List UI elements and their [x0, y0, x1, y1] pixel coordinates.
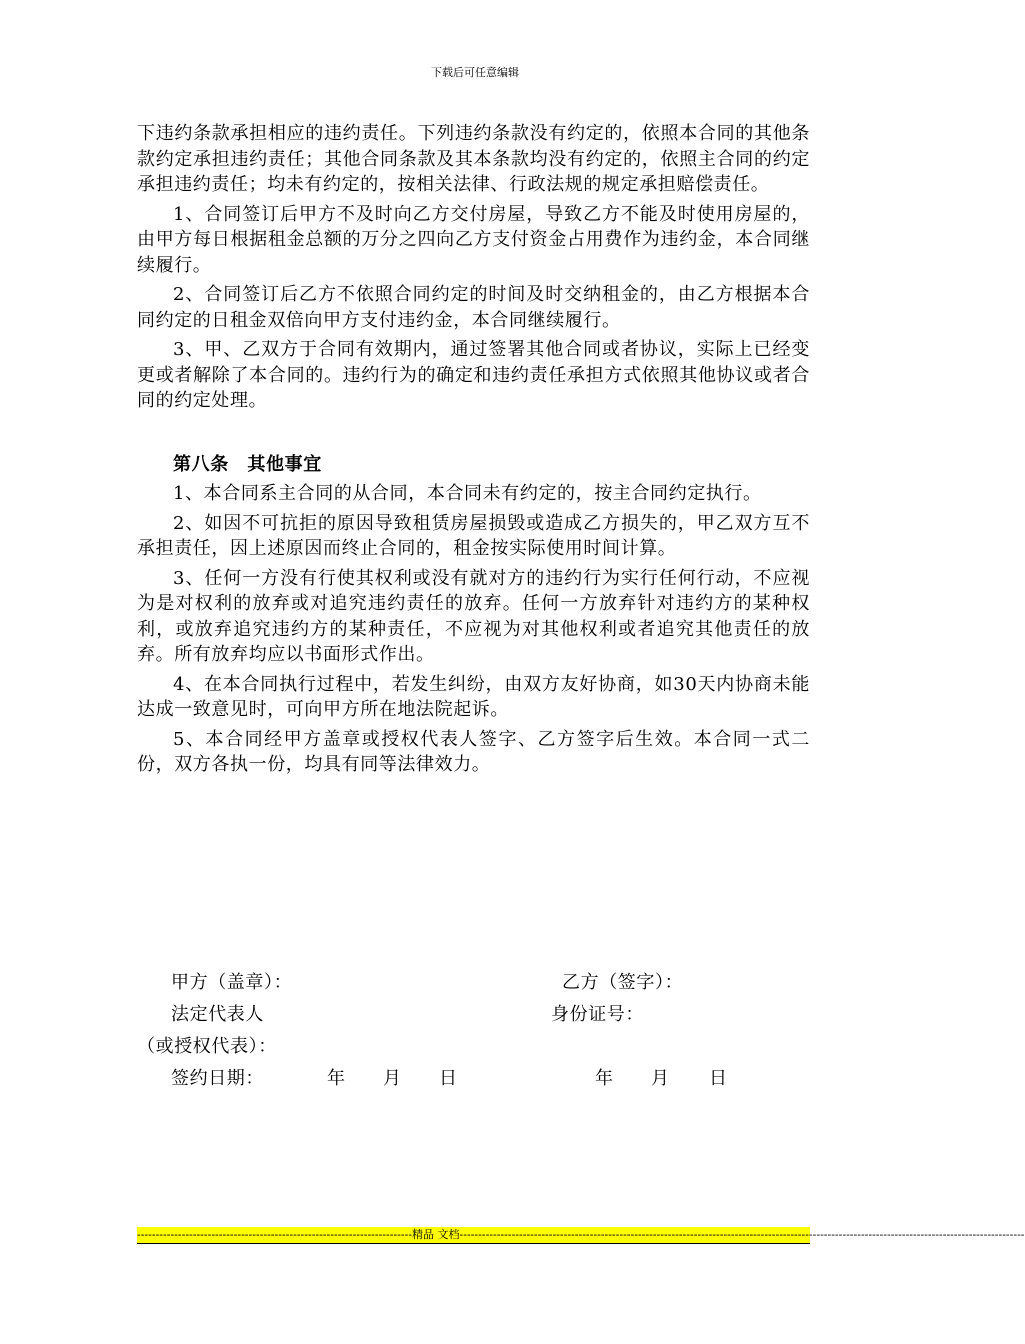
footer-dashes-left: --------------------------------------------------------------------------	[137, 1228, 413, 1241]
legal-rep-label: 法定代表人	[171, 1004, 264, 1025]
party-a-day-label: 日	[439, 1068, 458, 1089]
breach-item-3: 3、甲、乙双方于合同有效期内，通过签署其他合同或者协议，实际上已经变更或者解除了本合同的。违约行为的确定和违约责任承担方式依照其他协议或者合同的约定处理。	[137, 339, 810, 411]
page-header: 下载后可任意编辑	[431, 66, 519, 79]
section-8-item-2: 2、如因不可抗拒的原因导致租赁房屋损毁或造成乙方损失的，甲乙双方互不承担责任，因上述原因而终止合同的，租金按实际使用时间计算。	[137, 512, 810, 559]
section-spacer	[137, 418, 810, 452]
breach-item-2: 2、合同签订后乙方不依照合同约定的时间及时交纳租金的，由乙方根据本合同约定的日租金双倍向甲方支付违约金，本合同继续履行。	[137, 284, 810, 331]
intro-paragraph: 下违约条款承担相应的违约责任。下列违约条款没有约定的，依照本合同的其他条款约定承担违约责任；其他合同条款及其本条款均没有约定的，依照主合同的约定承担违约责任；均未有约定的，按相关法律、行政法规的规定承担赔偿责任。	[137, 123, 810, 195]
section-8-item-4: 4、在本合同执行过程中，若发生纠纷，由双方友好协商，如30天内协商未能达成一致意见时，可向甲方所在地法院起诉。	[137, 673, 810, 720]
party-a-month-label: 月	[383, 1068, 402, 1089]
section-8-item-3: 3、任何一方没有行使其权利或没有就对方的违约行为实行任何行动，不应视为是对权利的放弃或对追究违约责任的放弃。任何一方放弃针对违约方的某种权利，或放弃追究违约方的某种责任，不应视为对其他权利或者追究其他责任的放弃。所有放弃均应以书面形式作出。	[137, 567, 810, 665]
document-body	[137, 121, 810, 782]
id-number-label: 身份证号：	[551, 1004, 644, 1025]
party-b-year-label: 年	[595, 1068, 614, 1089]
party-b-sign-label: 乙方（签字）：	[562, 972, 684, 993]
signature-row-authorized	[137, 1031, 810, 1063]
signature-block	[137, 967, 810, 1095]
section-8-item-5: 5、本合同经甲方盖章或授权代表人签字、乙方签字后生效。本合同一式二份，双方各执一份，均具有同等法律效力。	[137, 728, 810, 775]
party-a-year-label: 年	[327, 1068, 346, 1089]
party-a-seal-label: 甲方（盖章）：	[171, 972, 293, 993]
signature-row-date	[137, 1063, 810, 1095]
footer-label: 精品 文档	[412, 1228, 460, 1241]
signature-row-parties	[137, 967, 810, 999]
signature-row-reps	[137, 999, 810, 1031]
party-b-month-label: 月	[651, 1068, 670, 1089]
section-8-item-1: 1、本合同系主合同的从合同，本合同未有约定的，按主合同约定执行。	[173, 483, 762, 504]
page-footer	[137, 1227, 1025, 1244]
section-8-title: 第八条 其他事宜	[173, 453, 322, 475]
authorized-rep-label: （或授权代表）：	[137, 1036, 277, 1057]
sign-date-label: 签约日期：	[171, 1068, 264, 1089]
party-b-day-label: 日	[709, 1068, 728, 1089]
footer-dashes-right: --------------------------------------------------------------------------------------------------------------------------------------------------------	[459, 1228, 1025, 1241]
breach-item-1: 1、合同签订后甲方不及时向乙方交付房屋，导致乙方不能及时使用房屋的，由甲方每日根据租金总额的万分之四向乙方支付资金占用费作为违约金，本合同继续履行。	[137, 203, 810, 276]
